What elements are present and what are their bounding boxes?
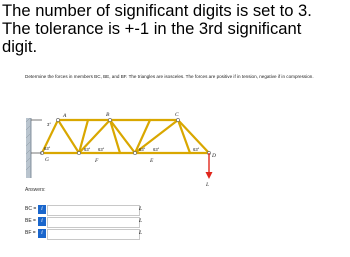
answer-unit-bc: L [139,206,143,212]
angle-label-3: 63° [98,147,105,152]
answer-label-bf: BF = [25,230,36,236]
header-line-2: The tolerance is +-1 in the 3rd significant [2,19,302,38]
angle-label-4: 63° [139,147,146,152]
node-label-C: C [175,112,179,118]
load-label: L [206,182,210,188]
member-AF [58,120,79,153]
angle-label-2: 63° [84,147,91,152]
answer-unit-bf: L [139,230,143,236]
angle-label-top: 3° [47,122,52,127]
info-icon[interactable]: i [38,217,46,226]
info-icon[interactable]: i [38,205,46,214]
wall-support [26,118,31,178]
node-label-D: D [212,153,216,159]
header-line-1: The number of significant digits is set to 3. [2,1,312,20]
answer-label-bc: BC = [25,206,37,212]
info-icon[interactable]: i [38,229,46,238]
problem-statement: Determine the forces in members BC, BE, and BF. The triangles are isosceles. The forces are positive if in tension, negative if in compression. [25,74,314,79]
answer-label-be: BE = [25,218,36,224]
angle-label-5: 63° [153,147,160,152]
node-label-B: B [106,112,110,118]
node-label-E: E [150,158,154,164]
answer-input-bc[interactable] [47,205,143,216]
answer-input-be[interactable] [47,217,143,228]
node-label-F: F [95,158,99,164]
answer-unit-be: L [139,218,143,224]
answer-input-bf[interactable] [47,229,143,240]
angle-label-1: 63° [44,146,51,151]
member-BE [110,120,135,153]
truss-members [42,120,209,153]
node-label-A: A [63,113,67,119]
answers-label: Answers: [25,187,46,193]
header-line-3: digit. [2,37,38,56]
angle-label-6: 63° [193,147,200,152]
node-label-G: G [45,157,49,163]
